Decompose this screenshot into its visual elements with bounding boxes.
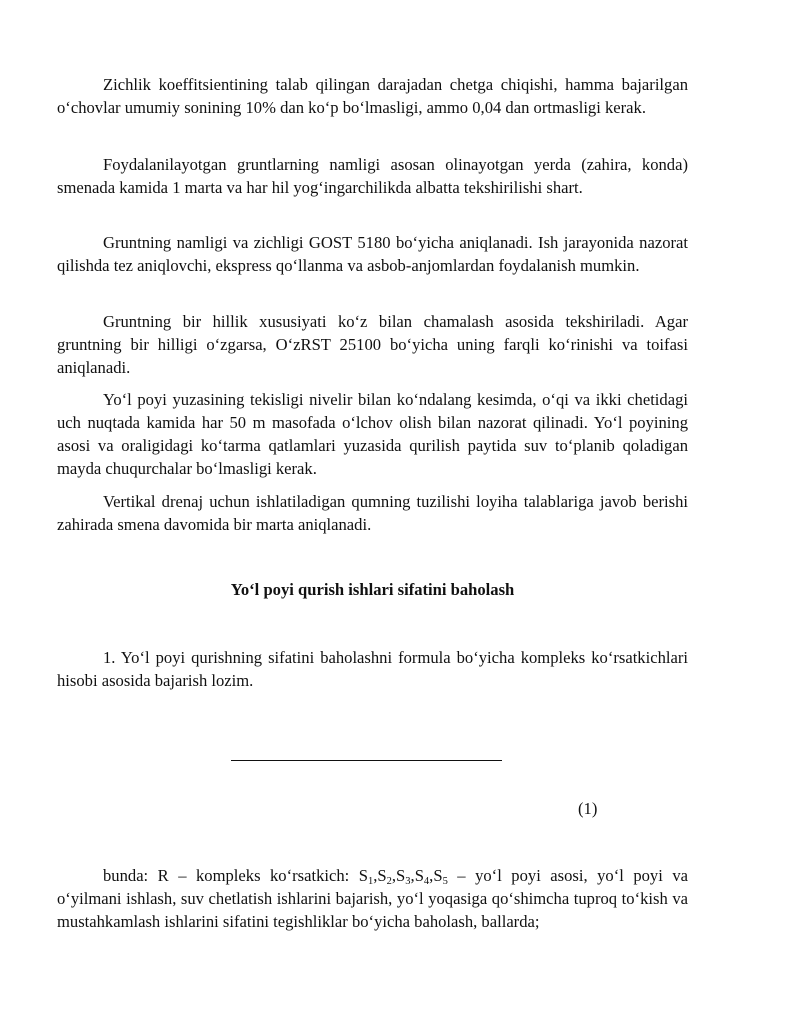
section-heading: Yo‘l poyi qurish ishlari sifatini baholash — [230, 580, 515, 599]
comma: , — [429, 866, 434, 885]
paragraph-soil-uniformity: Gruntning bir hillik xususiyati ko‘z bilan chamalash asosida tekshiriladi. Agar gruntning bir hilligi o‘zgarsa, O‘zRST 25100 bo‘yicha uning farqli ko‘rinishi va toifasi aniqlanadi. — [57, 312, 688, 377]
comma: , — [373, 866, 378, 885]
s-subscript: 3 — [405, 876, 411, 887]
definitions-suffix: – yo‘l poyi asosi, yo‘l poyi va o‘yilmani ishlash, suv chetlatish ishlarini bajarish, yo‘l yoqasiga qo‘shimcha tuproq to‘kish va mustahkamlash ishlarini sifatini tegishliklar bo‘yicha baholash, ballarda; — [57, 866, 688, 931]
s-symbol: S — [358, 866, 368, 885]
s-symbol: S — [433, 866, 443, 885]
s-subscript: 4 — [423, 876, 430, 887]
formula-fraction-line — [231, 760, 502, 761]
paragraph-definitions — [57, 864, 688, 933]
paragraph-item-1: 1. Yo‘l poyi qurishning sifatini baholashni formula bo‘yicha kompleks ko‘rsatkichlari hisobi asosida bajarish lozim. — [57, 648, 688, 690]
s-subscript: 5 — [442, 876, 448, 887]
formula-number: (1) — [578, 799, 598, 818]
definitions-prefix: bunda: R – kompleks ko‘rsatkich: — [103, 866, 359, 885]
s-symbol: S — [414, 866, 424, 885]
comma: , — [391, 866, 397, 885]
s-symbol: S — [377, 866, 387, 885]
paragraph-soil-moisture-check: Foydalanilayotgan gruntlarning namligi asosan olinayotgan yerda (zahira, konda) smenada kamida 1 marta va har hil yog‘ingarchilikda albatta tekshirilishi shart. — [57, 155, 688, 197]
s-subscript: 1 — [368, 876, 374, 887]
paragraph-vertical-drainage: Vertikal drenaj uchun ishlatiladigan qumning tuzilishi loyiha talablariga javob berishi zahirada smena davomida bir marta aniqlanadi. — [57, 492, 688, 534]
paragraph-density-deviation: Zichlik koeffitsientining talab qilingan darajadan chetga chiqishi, hamma bajarilgan o‘chovlar umumiy sonining 10% dan ko‘p bo‘lmasligi, ammo 0,04 dan ortmasligi kerak. — [57, 75, 688, 117]
s-subscript: 2 — [386, 876, 392, 887]
comma: , — [410, 866, 415, 885]
paragraph-surface-evenness: Yo‘l poyi yuzasining tekisligi nivelir bilan ko‘ndalang kesimda, o‘qi va ikki chetidagi uch nuqtada kamida har 50 m masofada o‘lchov olish bilan nazorat qilinadi. Yo‘l poyining asosi va oraligidagi ko‘tarma qatlamlari yuzasida qurilish paytida suv to‘planib qoladigan mayda chuqurchalar bo‘lmasligi kerak. — [57, 390, 688, 478]
s-symbol: S — [396, 866, 406, 885]
paragraph-gost-5180: Gruntning namligi va zichligi GOST 5180 bo‘yicha aniqlanadi. Ish jarayonida nazorat qilishda tez aniqlovchi, ekspress qo‘llanma va asbob-anjomlardan foydalanish mumkin. — [57, 233, 688, 275]
